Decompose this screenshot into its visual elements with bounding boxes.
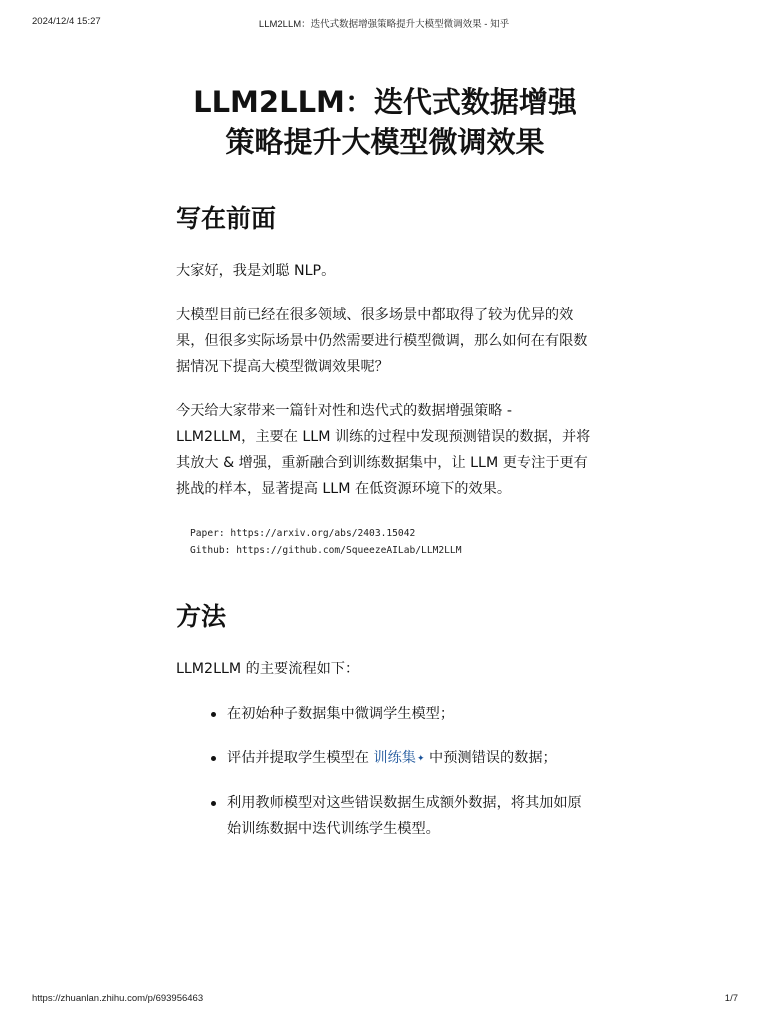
list-item-text: 利用教师模型对这些错误数据生成额外数据，将其加如原始训练数据中迭代训练学生模型。 (227, 795, 582, 837)
method-steps-list (176, 701, 594, 842)
sparkle-icon[interactable]: ✦ (416, 754, 425, 764)
greeting-paragraph: 大家好，我是刘聪 NLP。 (176, 263, 336, 279)
section-heading-intro: 写在前面 (176, 204, 277, 233)
summary-paragraph: 今天给大家带来一篇针对性和迭代式的数据增强策略 - LLM2LLM，主要在 LLM 训练的过程中发现预测错误的数据，并将其放大 & 增强，重新融合到训练数据集中，让 LLM 更专注于更有挑战的样本，显著提高 LLM 在低资源环境下的效果。 (176, 403, 591, 497)
article-title: LLM2LLM：迭代式数据增强 策略提升大模型微调效果 (193, 85, 577, 159)
paper-link-line: Paper: https://arxiv.org/abs/2403.15042 (190, 528, 416, 539)
print-page-title: LLM2LLM：迭代式数据增强策略提升大模型微调效果 - 知乎 (258, 19, 510, 30)
list-item (176, 701, 594, 727)
section-heading-method: 方法 (176, 602, 227, 631)
page-indicator: 1/7 (724, 993, 738, 1004)
list-item (176, 790, 594, 842)
list-item (176, 745, 594, 772)
github-link-line: Github: https://github.com/SqueezeAILab/LLM2LLM (190, 545, 462, 556)
print-url: https://zhuanlan.zhihu.com/p/693956463 (32, 993, 204, 1004)
list-item-text-after: 中预测错误的数据； (424, 750, 557, 766)
keyword-link-text[interactable]: 训练集 (373, 750, 416, 766)
code-block (176, 525, 594, 559)
bullet-dot (211, 712, 216, 717)
method-intro-paragraph: LLM2LLM 的主要流程如下： (176, 661, 360, 677)
list-item-text: 在初始种子数据集中微调学生模型； (227, 706, 455, 722)
list-item-text-before: 评估并提取学生模型在 (227, 750, 374, 766)
keyword-link-training-set[interactable] (373, 750, 424, 766)
print-footer (0, 993, 768, 1007)
bullet-dot (211, 756, 216, 761)
article (176, 82, 594, 842)
print-header (0, 16, 768, 30)
print-datetime: 2024/12/4 15:27 (32, 16, 101, 27)
background-paragraph: 大模型目前已经在很多领域、很多场景中都取得了较为优异的效果，但很多实际场景中仍然需要进行模型微调，那么如何在有限数据情况下提高大模型微调效果呢？ (176, 307, 588, 375)
bullet-dot (211, 801, 216, 806)
